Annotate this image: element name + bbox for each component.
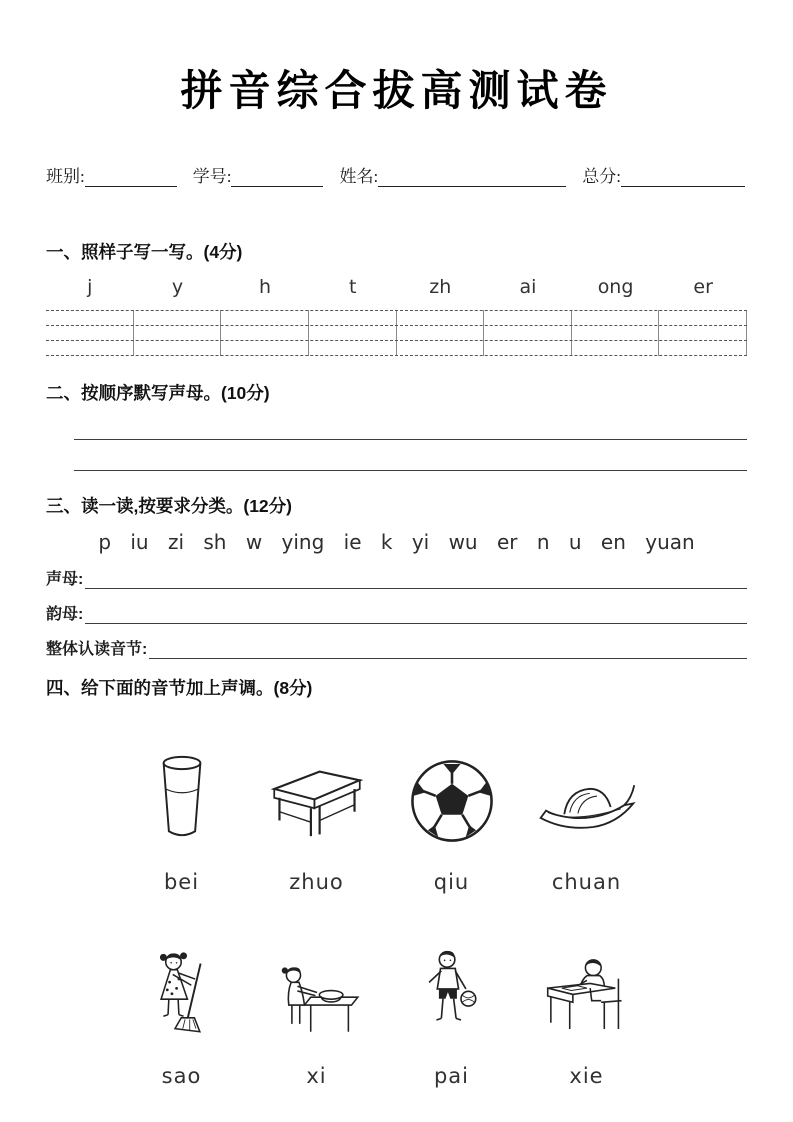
initials-label: 声母: <box>46 571 84 588</box>
finals-answer-line <box>85 602 747 624</box>
picture-boat <box>537 740 637 894</box>
grid-line <box>46 310 747 311</box>
example-letter: t <box>348 276 357 298</box>
class-field <box>46 162 177 187</box>
washing-girl-image <box>273 940 361 1038</box>
example-letter: j <box>87 276 93 298</box>
grid-cell <box>221 310 309 356</box>
picture-writing <box>543 940 631 1088</box>
grid-cell <box>309 310 397 356</box>
initials-row <box>46 563 747 589</box>
grid-line <box>46 325 747 326</box>
class-blank <box>85 167 177 187</box>
student-id-blank <box>231 167 323 187</box>
grid-cell <box>134 310 222 356</box>
section-1 <box>46 239 747 356</box>
initials-answer-line <box>85 567 747 589</box>
name-blank <box>378 167 566 187</box>
whole-syllables-answer-line <box>149 637 747 659</box>
picture-row-1 <box>114 740 654 894</box>
picture-row-2 <box>114 940 654 1088</box>
pinyin-label-sao: sao <box>161 1064 202 1088</box>
picture-desk <box>269 740 365 894</box>
page-title: 拼音综合拔高测试卷 <box>180 67 613 114</box>
total-score-field <box>582 162 745 187</box>
pinyin-label-zhuo: zhuo <box>289 870 344 894</box>
answer-line <box>74 439 747 440</box>
grid-line <box>46 340 747 341</box>
answer-line <box>74 470 747 471</box>
finals-label: 韵母: <box>46 606 84 623</box>
boat-image <box>537 740 637 844</box>
picture-ball-boy <box>422 940 482 1088</box>
pinyin-label-xie: xie <box>569 1064 604 1088</box>
grid-line <box>46 355 747 356</box>
example-letter: zh <box>429 276 452 298</box>
glass-cup-image <box>154 740 210 844</box>
four-line-writing-grid <box>46 310 747 356</box>
example-letter: h <box>259 276 272 298</box>
name-field <box>339 162 566 187</box>
grid-cell <box>659 310 747 356</box>
picture-washing <box>273 940 361 1088</box>
classification-letters: p iu zi sh w ying ie k yi wu er n u en yuan <box>98 530 695 554</box>
pinyin-label-chuan: chuan <box>551 870 622 894</box>
total-score-blank <box>621 167 745 187</box>
section-3-heading: 三、读一读,按要求分类。(12分) <box>46 496 292 516</box>
grid-cell <box>46 310 134 356</box>
student-id-field <box>193 162 324 187</box>
finals-row <box>46 598 747 624</box>
writing-child-image <box>543 940 631 1038</box>
total-score-label: 总分: <box>582 167 621 186</box>
football-image <box>409 740 495 844</box>
example-letter: ai <box>519 276 537 298</box>
pinyin-label-xi: xi <box>306 1064 327 1088</box>
school-desk-image <box>269 740 365 844</box>
example-letter: y <box>171 276 184 298</box>
section-2 <box>46 380 747 471</box>
pinyin-label-bei: bei <box>163 870 200 894</box>
section-4-heading: 四、给下面的音节加上声调。(8分) <box>46 678 313 698</box>
student-id-label: 学号: <box>192 167 232 186</box>
grid-cell <box>572 310 660 356</box>
sweeping-girl-image <box>151 940 213 1038</box>
class-label: 班别: <box>46 167 85 186</box>
section-3 <box>46 493 747 659</box>
pinyin-label-pai: pai <box>433 1064 470 1088</box>
section-2-heading: 二、按顺序默写声母。(10分) <box>46 383 270 403</box>
grid-cell <box>484 310 572 356</box>
student-info-row <box>46 162 747 187</box>
picture-sweeping <box>151 940 213 1088</box>
section-1-heading: 一、照样子写一写。(4分) <box>46 242 243 262</box>
picture-cup <box>154 740 210 894</box>
example-letters-row <box>46 276 747 298</box>
name-label: 姓名: <box>339 167 379 186</box>
whole-syllables-row <box>46 633 747 659</box>
grid-cell <box>397 310 485 356</box>
example-letter: ong <box>597 276 634 298</box>
section-4 <box>46 675 747 1088</box>
picture-football <box>409 740 495 894</box>
pinyin-label-qiu: qiu <box>433 870 470 894</box>
whole-syllables-label: 整体认读音节: <box>46 641 148 658</box>
boy-ball-image <box>422 940 482 1038</box>
example-letter: er <box>693 276 713 298</box>
